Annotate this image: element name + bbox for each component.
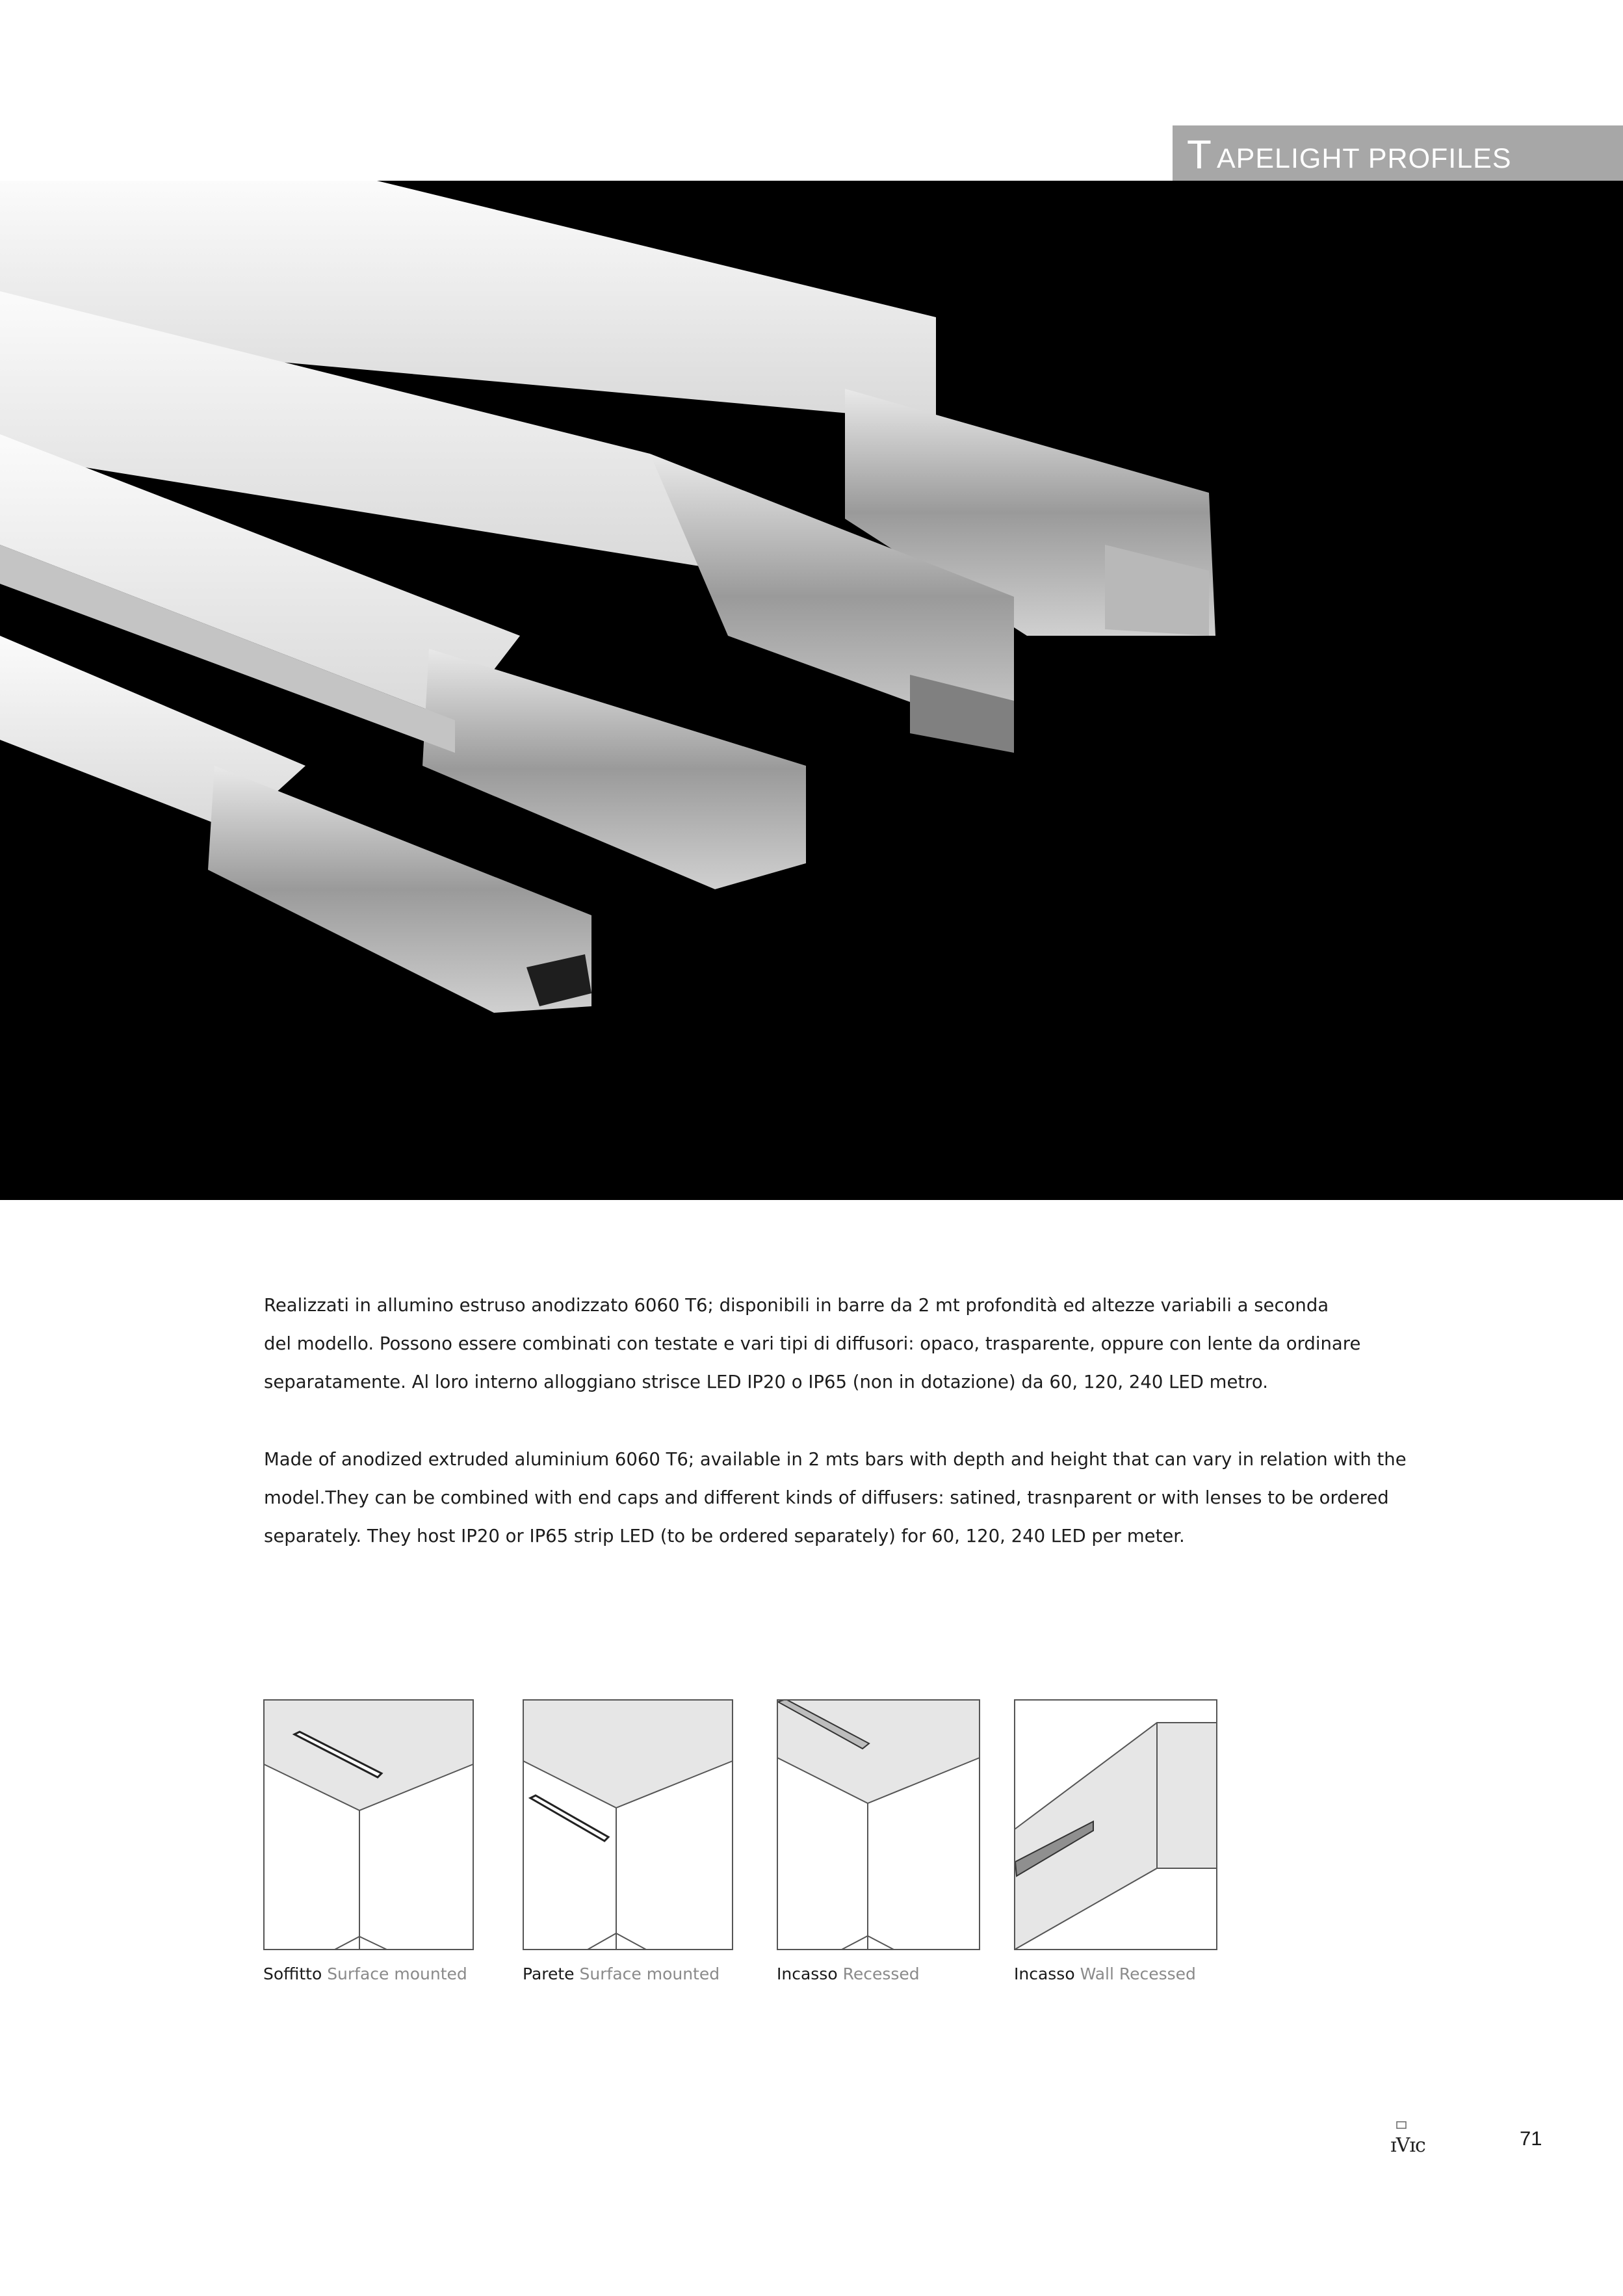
caption-english: Surface mounted — [327, 1964, 467, 1983]
ceiling-recessed-icon — [777, 1699, 980, 1950]
caption-english: Surface mounted — [579, 1964, 720, 1983]
led-profiles-photo-illustration — [0, 181, 1623, 1200]
caption-italian: Soffitto — [263, 1964, 322, 1983]
description-italian-line: del modello. Possono essere combinati con testate e vari tipi di diffusori: opaco, trasparente, oppure con lente da ordinare — [264, 1333, 1361, 1354]
section-title: APELIGHT PROFILES — [1217, 143, 1512, 174]
wall-surface-icon — [523, 1699, 733, 1950]
caption-italian: Incasso — [1014, 1964, 1075, 1983]
mounting-caption-4 — [1014, 1963, 1196, 1985]
civic-logo — [1380, 2120, 1436, 2157]
wall-recessed-icon — [1014, 1699, 1217, 1950]
description-english-line: model.They can be combined with end caps and different kinds of diffusers: satined, trasnparent or with lenses to be ordered — [264, 1487, 1389, 1508]
caption-english: Wall Recessed — [1080, 1964, 1196, 1983]
description-italian-line: Realizzati in allumino estruso anodizzato 6060 T6; disponibili in barre da 2 mt profondità ed altezze variabili a seconda — [264, 1295, 1329, 1316]
civic-logo-mark — [1380, 2120, 1436, 2157]
mounting-diagram-wall-surface — [523, 1699, 733, 1950]
svg-text:ɪVɪc: ɪVɪc — [1390, 2134, 1425, 2157]
description-english-line: separately. They host IP20 or IP65 strip LED (to be ordered separately) for 60, 120, 240 LED per meter. — [264, 1526, 1185, 1546]
mounting-caption-1 — [263, 1963, 467, 1985]
description-english-line: Made of anodized extruded aluminium 6060 T6; available in 2 mts bars with depth and height that can vary in relation with the — [264, 1449, 1407, 1470]
mounting-diagram-ceiling-recessed — [777, 1699, 980, 1950]
mounting-caption-3 — [777, 1963, 920, 1985]
caption-italian: Parete — [523, 1964, 575, 1983]
section-header-tab — [1173, 125, 1623, 181]
description-italian-line: separatamente. Al loro interno alloggiano strisce LED IP20 o IP65 (non in dotazione) da 60, 120, 240 LED metro. — [264, 1372, 1268, 1392]
page-number: 71 — [1520, 2127, 1542, 2150]
description-italian — [264, 1286, 1499, 1402]
mounting-diagram-ceiling-surface — [263, 1699, 474, 1950]
mounting-diagram-wall-recessed — [1014, 1699, 1217, 1950]
product-photo — [0, 181, 1623, 1200]
section-title-initial: T — [1187, 133, 1212, 177]
caption-english: Recessed — [842, 1964, 920, 1983]
ceiling-surface-icon — [263, 1699, 474, 1950]
mounting-caption-2 — [523, 1963, 720, 1985]
caption-italian: Incasso — [777, 1964, 838, 1983]
description-english — [264, 1441, 1499, 1556]
